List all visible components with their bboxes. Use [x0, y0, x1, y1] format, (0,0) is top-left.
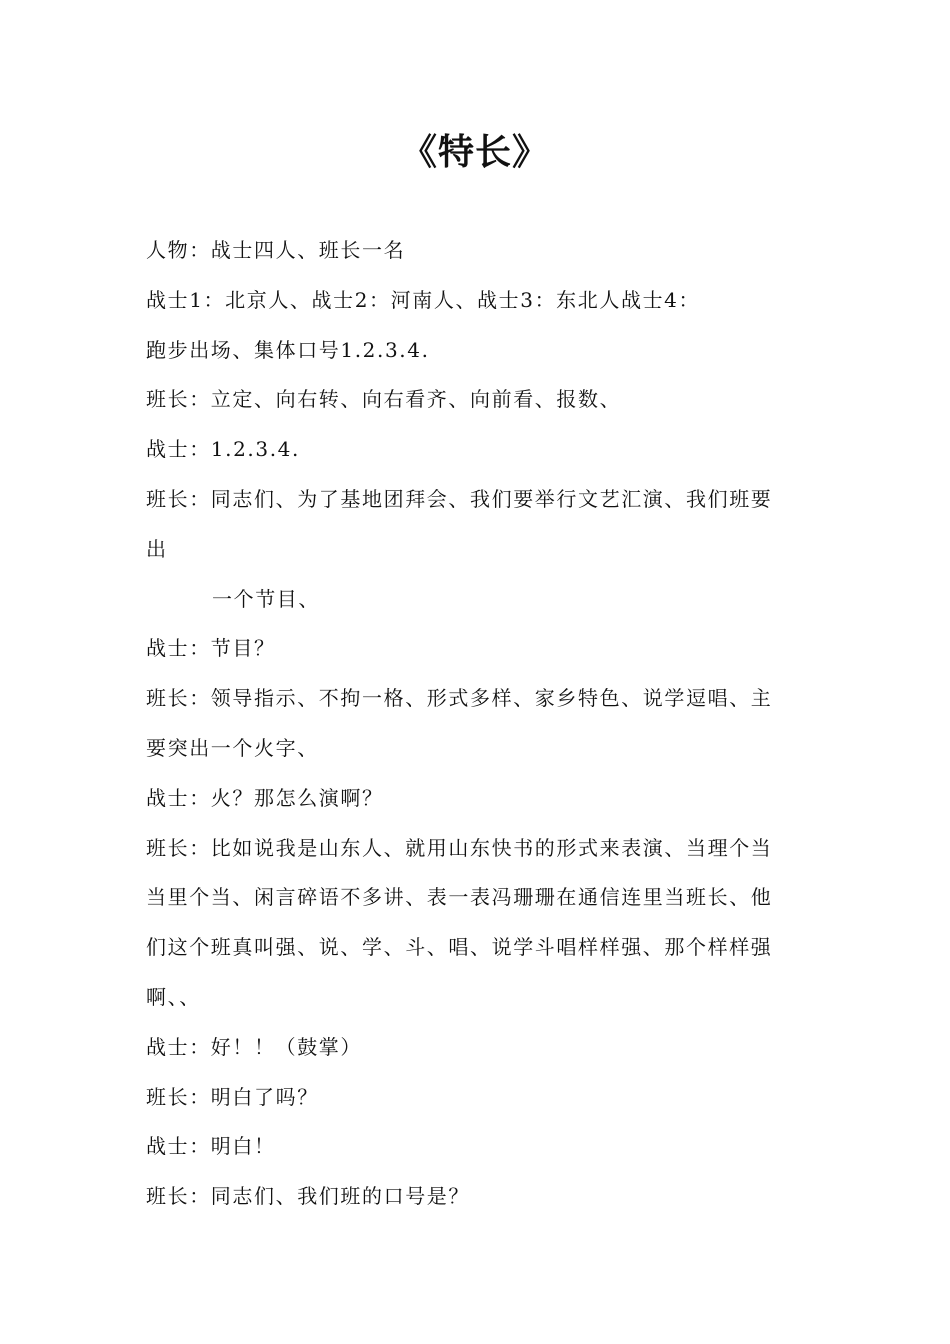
text-line: 啊、、 [146, 984, 201, 1009]
text-line: 跑步出场、集体口号1.2.3.4. [146, 337, 430, 362]
text-line: 战士：明白！ [146, 1134, 276, 1159]
text-line: 出 [146, 536, 168, 561]
text-line: 班长：领导指示、不拘一格、形式多样、家乡特色、说学逗唱、主 [146, 686, 773, 711]
text-line: 战士：1.2.3.4. [146, 437, 300, 462]
document-title: 《特长》 [400, 131, 549, 173]
text-line: 战士：节目？ [146, 636, 276, 661]
text-line: 班长：明白了吗？ [146, 1084, 319, 1109]
text-line: 战士：好！！（鼓掌） [146, 1034, 362, 1059]
text-line: 们这个班真叫强、说、学、斗、唱、说学斗唱样样强、那个样样强 [146, 935, 773, 960]
text-line: 人物：战士四人、班长一名 [146, 238, 406, 262]
text-line-indented: 一个节目、 [212, 586, 320, 611]
text-line: 班长：同志们、为了基地团拜会、我们要举行文艺汇演、我们班要 [146, 486, 773, 511]
text-line: 战士：火？那怎么演啊？ [146, 785, 384, 810]
document-body [146, 226, 810, 1222]
text-line: 班长：同志们、我们班的口号是？ [146, 1184, 470, 1209]
text-line: 班长：立定、向右转、向右看齐、向前看、报数、 [146, 387, 622, 412]
text-line: 要突出一个火字、 [146, 735, 319, 760]
text-line: 班长：比如说我是山东人、就用山东快书的形式来表演、当理个当 [146, 835, 773, 860]
text-line: 战士1：北京人、战士2：河南人、战士3：东北人战士4： [146, 287, 701, 312]
text-line: 当里个当、闲言碎语不多讲、表一表冯珊珊在通信连里当班长、他 [146, 885, 773, 910]
